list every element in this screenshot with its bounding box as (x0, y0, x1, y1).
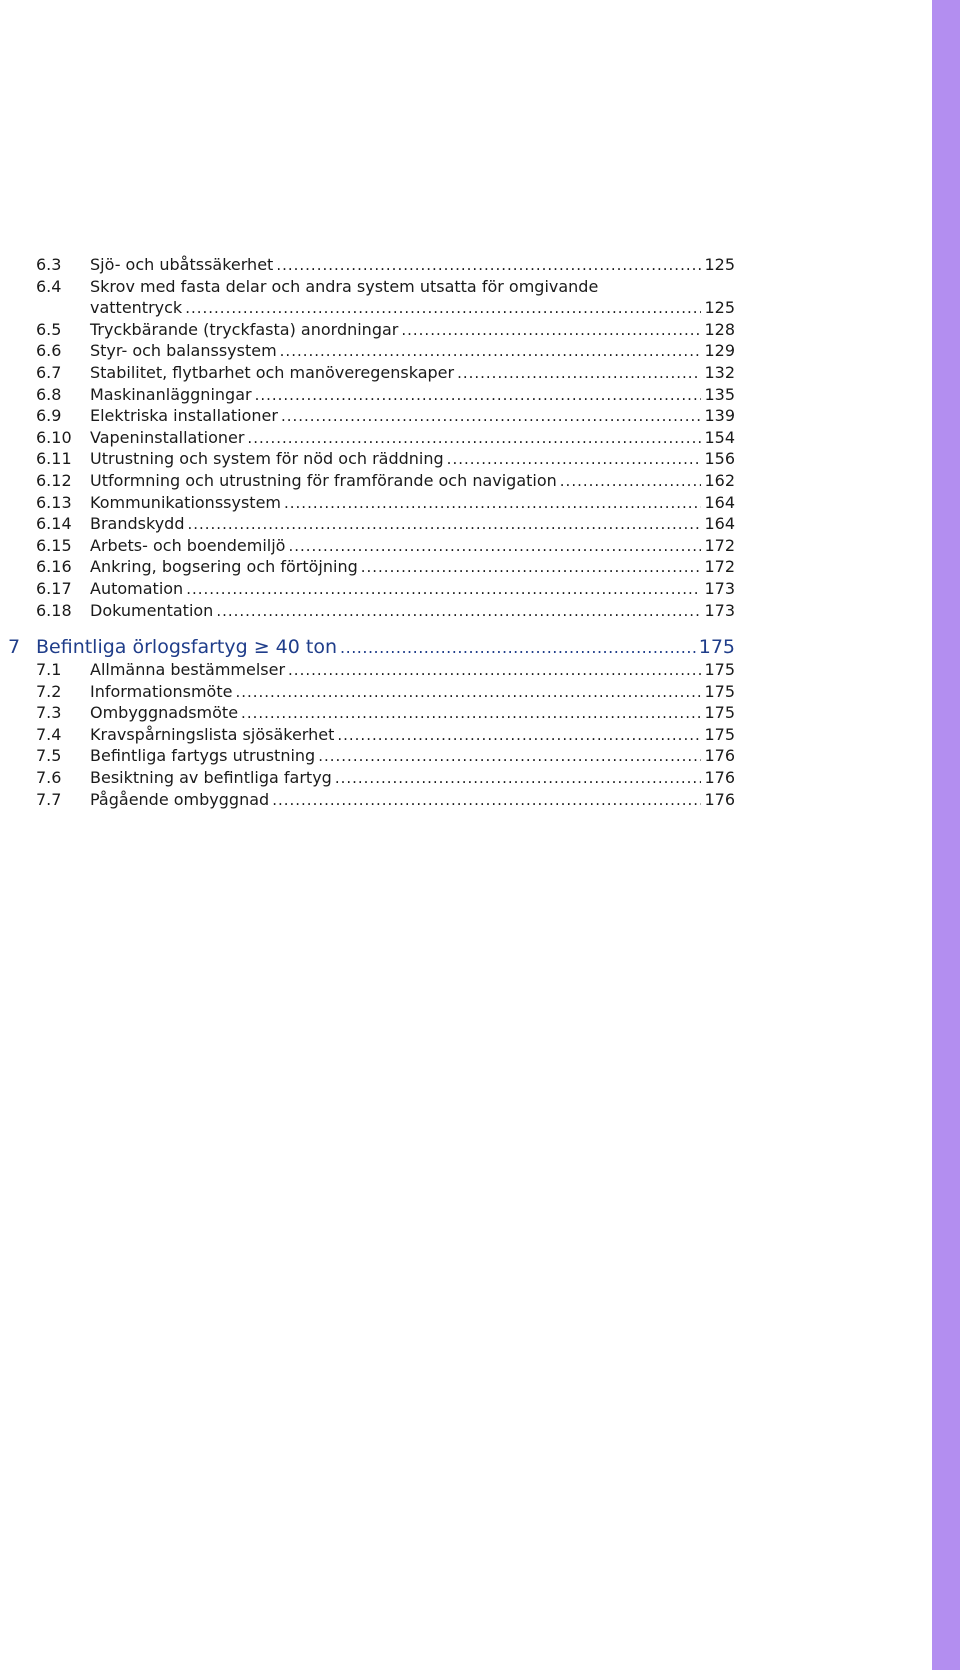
toc-entry-title: Allmänna bestämmelser (90, 660, 286, 680)
toc-entry-page: 176 (704, 789, 735, 809)
toc-entry-number: 6.9 (36, 406, 62, 426)
toc-entry-number: 6.11 (36, 449, 72, 469)
toc-entry-7-6[interactable] (0, 767, 740, 789)
toc-entry-page: 172 (704, 557, 735, 577)
dot-leader (281, 406, 702, 428)
dot-leader (187, 514, 701, 536)
toc-entry-page: 125 (704, 255, 735, 274)
dot-leader (447, 449, 702, 471)
toc-entry-page: 156 (704, 449, 735, 469)
toc-entry-number: 7.2 (36, 681, 62, 701)
toc-entry-6-6[interactable] (0, 340, 740, 362)
toc-entry-page: 132 (704, 362, 735, 382)
toc-entry-title: Dokumentation (90, 600, 214, 620)
toc-entry-number: 6.8 (36, 384, 62, 404)
toc-entry-page: 129 (704, 341, 735, 361)
toc-entry-page: 175 (704, 681, 735, 701)
toc-entry-6-10[interactable] (0, 427, 740, 449)
toc-entry-page: 173 (704, 578, 735, 598)
dot-leader (276, 255, 701, 277)
toc-entry-7-3[interactable] (0, 702, 740, 724)
toc-entry-number: 6.5 (36, 319, 62, 339)
toc-entry-title: Utrustning och system för nöd och räddning (90, 449, 444, 469)
toc-entry-7-7[interactable] (0, 789, 740, 811)
toc-entry-6-5[interactable] (0, 319, 740, 341)
toc-entry-7-1[interactable] (0, 659, 740, 681)
toc-entry-page: 164 (704, 514, 735, 534)
toc-entry-number: 6.15 (36, 535, 72, 555)
toc-entry-title: Ankring, bogsering och förtöjning (90, 557, 358, 577)
toc-section-number: 7 (8, 636, 21, 659)
toc-entry-number: 7.6 (36, 768, 62, 788)
toc-entry-6-4-continued[interactable] (0, 297, 740, 319)
toc-entry-page: 162 (704, 470, 735, 490)
dot-leader (235, 682, 701, 704)
toc-entry-number: 7.3 (36, 703, 62, 723)
toc-entry-page: 175 (704, 703, 735, 723)
toc-entry-title: Skrov med fasta delar och andra system utsatta för omgivande (90, 276, 599, 296)
toc-entry-page: 175 (704, 724, 735, 744)
toc-entry-6-15[interactable] (0, 535, 740, 557)
toc-entry-title: Styr- och balanssystem (90, 341, 277, 361)
dot-leader (318, 746, 701, 768)
toc-entry-title: Elektriska installationer (90, 406, 278, 426)
toc-entry-6-17[interactable] (0, 578, 740, 600)
toc-entry-6-7[interactable] (0, 362, 740, 384)
toc-entry-number: 7.1 (36, 660, 62, 680)
toc-entry-6-9[interactable] (0, 405, 740, 427)
toc-entry-number: 7.4 (36, 724, 62, 744)
toc-entry-number: 6.3 (36, 255, 62, 274)
toc-entry-number: 6.13 (36, 492, 72, 512)
dot-leader (288, 660, 701, 682)
toc-entry-title: Kommunikationssystem (90, 492, 281, 512)
toc-entry-number: 6.17 (36, 578, 72, 598)
toc-entry-6-8[interactable] (0, 384, 740, 406)
toc-entry-number: 6.14 (36, 514, 72, 534)
toc-entry-title: Arbets- och boendemiljö (90, 535, 286, 555)
dot-leader (241, 703, 701, 725)
toc-entry-page: 176 (704, 746, 735, 766)
toc-entry-number: 6.6 (36, 341, 62, 361)
dot-leader (288, 536, 701, 558)
toc-entry-6-13[interactable] (0, 492, 740, 514)
dot-leader (335, 768, 702, 790)
toc-entry-number: 7.7 (36, 789, 62, 809)
toc-entry-6-18[interactable] (0, 600, 740, 622)
dot-leader (340, 636, 696, 660)
toc-entry-6-3[interactable] (0, 254, 740, 276)
toc-entry-number: 6.10 (36, 427, 72, 447)
toc-entry-title: Brandskydd (90, 514, 185, 534)
toc-entry-7-5[interactable] (0, 745, 740, 767)
toc-entry-6-4[interactable] (0, 276, 740, 298)
toc-entry-page: 135 (704, 384, 735, 404)
dot-leader (185, 298, 701, 320)
toc-entry-7-4[interactable] (0, 724, 740, 746)
toc-entry-number: 6.12 (36, 470, 72, 490)
toc-entry-6-14[interactable] (0, 513, 740, 535)
toc-entry-number: 6.7 (36, 362, 62, 382)
toc-entry-title: Besiktning av befintliga fartyg (90, 768, 332, 788)
dot-leader (272, 790, 701, 812)
toc-entry-title: Stabilitet, flytbarhet och manöveregenskaper (90, 362, 455, 382)
dot-leader (186, 579, 701, 601)
dot-leader (361, 557, 702, 579)
toc-entry-7-2[interactable] (0, 681, 740, 703)
toc-entry-page: 139 (704, 406, 735, 426)
toc-entry-number: 6.4 (36, 276, 62, 296)
toc-section-title: Befintliga örlogsfartyg ≥ 40 ton (36, 636, 338, 659)
toc-entry-page: 175 (704, 660, 735, 680)
toc-entry-page: 172 (704, 535, 735, 555)
toc-entry-title: Befintliga fartygs utrustning (90, 746, 316, 766)
toc-entry-6-11[interactable] (0, 448, 740, 470)
dot-leader (216, 601, 701, 623)
dot-leader (401, 320, 701, 342)
dot-leader (280, 341, 702, 363)
toc-entry-number: 7.5 (36, 746, 62, 766)
toc-entry-title: Kravspårningslista sjösäkerhet (90, 724, 335, 744)
toc-entry-title: Utformning och utrustning för framförande och navigation (90, 470, 557, 490)
toc-entry-number: 6.18 (36, 600, 72, 620)
toc-entry-6-12[interactable] (0, 470, 740, 492)
toc-entry-page: 154 (704, 427, 735, 447)
dot-leader (560, 471, 702, 493)
toc-entry-page: 128 (704, 319, 735, 339)
toc-entry-number: 6.16 (36, 557, 72, 577)
toc-entry-title: Maskinanläggningar (90, 384, 252, 404)
dot-leader (255, 385, 702, 407)
table-of-contents (0, 254, 740, 810)
toc-entry-page: 173 (704, 600, 735, 620)
toc-entry-title: Vapeninstallationer (90, 427, 245, 447)
dot-leader (247, 428, 701, 450)
toc-entry-title-continued: vattentryck (90, 298, 183, 318)
toc-entry-title: Informationsmöte (90, 681, 233, 701)
dot-leader (457, 363, 701, 385)
toc-entry-title: Tryckbärande (tryckfasta) anordningar (90, 319, 399, 339)
dot-leader (284, 493, 701, 515)
toc-entry-title: Sjö- och ubåtssäkerhet (90, 255, 274, 274)
toc-entry-page: 164 (704, 492, 735, 512)
toc-entry-page: 125 (704, 298, 735, 318)
toc-entry-title: Pågående ombyggnad (90, 789, 270, 809)
toc-entry-title: Automation (90, 578, 184, 598)
toc-section-7[interactable] (0, 635, 740, 659)
dot-leader (337, 725, 701, 747)
side-color-band (932, 0, 960, 1670)
toc-entry-page: 176 (704, 768, 735, 788)
toc-entry-title: Ombyggnadsmöte (90, 703, 239, 723)
toc-section-page: 175 (698, 636, 735, 659)
toc-entry-6-16[interactable] (0, 556, 740, 578)
